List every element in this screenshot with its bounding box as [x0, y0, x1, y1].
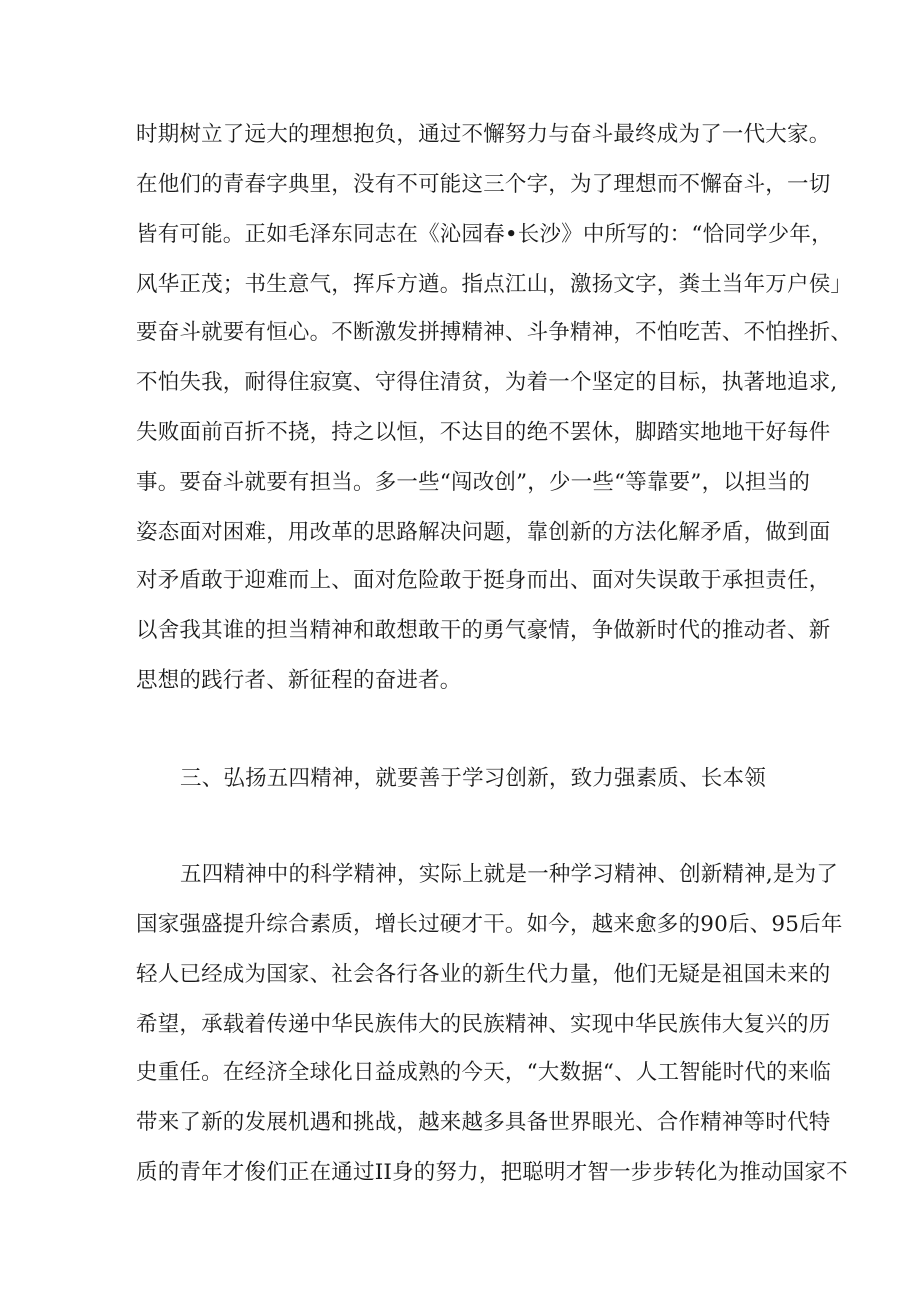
paragraph-line: 风华正茂；书生意气，挥斥方遒。指点江山，激扬文字，粪土当年万户侯」 — [136, 272, 853, 297]
paragraph-line: 在他们的青春字典里，没有不可能这三个字，为了理想而不懈奋斗，一切 — [136, 172, 831, 197]
paragraph-line: 要奋斗就要有恒心。不断激发拼搏精神、斗争精神，不怕吃苦、不怕挫折、 — [136, 320, 853, 345]
paragraph-line: 国家强盛提升综合素质，增长过硬才干。如今，越来愈多的90后、95后年 — [136, 912, 843, 937]
paragraph-line: 五四精神中的科学精神，实际上就是一种学习精神、创新精神,是为了 — [180, 862, 839, 887]
paragraph-line: 带来了新的发展机遇和挑战，越来越多具备世界眼光、合作精神等时代特 — [136, 1110, 831, 1135]
paragraph-line: 轻人已经成为国家、社会各行各业的新生代力量，他们无疑是祖国未来的 — [136, 962, 831, 987]
paragraph-line: 对矛盾敢于迎难而上、面对危险敢于挺身而出、面对失误敢于承担责任， — [136, 568, 831, 593]
paragraph-line: 时期树立了远大的理想抱负，通过不懈努力与奋斗最终成为了一代大家。 — [136, 122, 831, 147]
paragraph-line: 思想的践行者、新征程的奋进者。 — [136, 668, 462, 693]
paragraph-line: 质的青年才俊们正在通过II身的努力，把聪明才智一步步转化为推动国家不 — [136, 1160, 848, 1185]
paragraph-line: 姿态面对困难，用改革的思路解决问题，靠创新的方法化解矛盾，做到面 — [136, 520, 831, 545]
section-heading: 三、弘扬五四精神，就要善于学习创新，致力强素质、长本领 — [180, 766, 766, 791]
paragraph-line: 事。要奋斗就要有担当。多一些“闯改创”，少一些“等靠要”，以担当的 — [136, 470, 811, 495]
paragraph-line: 皆有可能。正如毛泽东同志在《沁园春•长沙》中所写的：“恰同学少年， — [136, 222, 833, 247]
paragraph-line: 希望，承载着传递中华民族伟大的民族精神、实现中华民族伟大复兴的历 — [136, 1012, 831, 1037]
paragraph-line: 不怕失我，耐得住寂寞、守得住清贫，为着一个坚定的目标，执著地追求, — [136, 370, 838, 395]
paragraph-line: 失败面前百折不挠，持之以恒，不达目的绝不罢休，脚踏实地地干好每件 — [136, 420, 831, 445]
paragraph-line: 以舍我其谁的担当精神和敢想敢干的勇气豪情，争做新时代的推动者、新 — [136, 618, 831, 643]
paragraph-line: 史重任。在经济全球化日益成熟的今天，“大数据“、人工智能时代的来临 — [136, 1060, 832, 1085]
